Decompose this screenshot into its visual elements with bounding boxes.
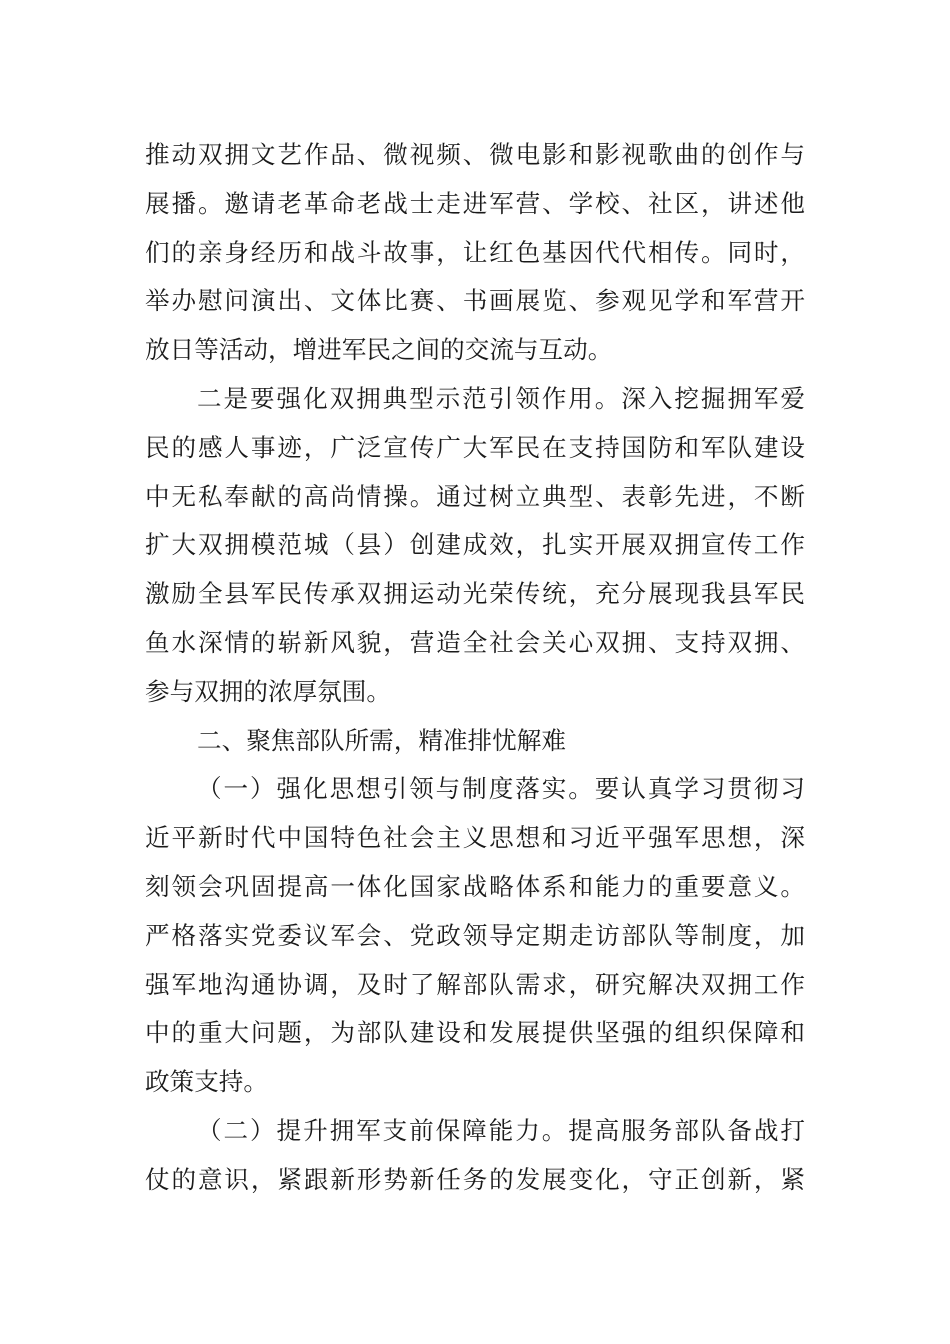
body-line: 刻领会巩固提高一体化国家战略体系和能力的重要意义。 <box>145 871 805 901</box>
body-line: 扩大双拥模范城（县）创建成效，扎实开展双拥宣传工作 <box>145 530 805 560</box>
body-line: 放日等活动，增进军民之间的交流与互动。 <box>145 335 613 365</box>
body-line: 激励全县军民传承双拥运动光荣传统，充分展现我县军民 <box>145 579 805 609</box>
body-line: 们的亲身经历和战斗故事，让红色基因代代相传。同时， <box>145 237 805 267</box>
body-line: 强军地沟通协调，及时了解部队需求，研究解决双拥工作 <box>145 969 805 999</box>
body-line: 中无私奉献的高尚情操。通过树立典型、表彰先进，不断 <box>145 481 805 511</box>
paragraph-first-line: （二）提升拥军支前保障能力。提高服务部队备战打 <box>197 1115 805 1145</box>
document-body <box>145 131 805 1205</box>
body-line: 中的重大问题，为部队建设和发展提供坚强的组织保障和 <box>145 1018 805 1048</box>
body-line: 展播。邀请老革命老战士走进军营、学校、社区，讲述他 <box>145 188 805 218</box>
body-line: 举办慰问演出、文体比赛、书画展览、参观见学和军营开 <box>145 286 805 316</box>
body-line: 近平新时代中国特色社会主义思想和习近平强军思想，深 <box>145 823 805 853</box>
body-line: 仗的意识，紧跟新形势新任务的发展变化，守正创新，紧 <box>145 1164 805 1194</box>
body-line: 推动双拥文艺作品、微视频、微电影和影视歌曲的创作与 <box>145 140 805 169</box>
body-line: 参与双拥的浓厚氛围。 <box>145 676 391 706</box>
body-line: 政策支持。 <box>145 1067 268 1097</box>
body-line: 严格落实党委议军会、党政领导定期走访部队等制度，加 <box>145 920 805 950</box>
paragraph-first-line: 二是要强化双拥典型示范引领作用。深入挖掘拥军爱 <box>197 383 805 413</box>
body-line: 民的感人事迹，广泛宣传广大军民在支持国防和军队建设 <box>145 432 805 462</box>
paragraph-first-line: （一）强化思想引领与制度落实。要认真学习贯彻习 <box>197 774 805 804</box>
section-heading: 二、聚焦部队所需，精准排忧解难 <box>197 725 566 755</box>
body-line: 鱼水深情的崭新风貌，营造全社会关心双拥、支持双拥、 <box>145 627 805 657</box>
